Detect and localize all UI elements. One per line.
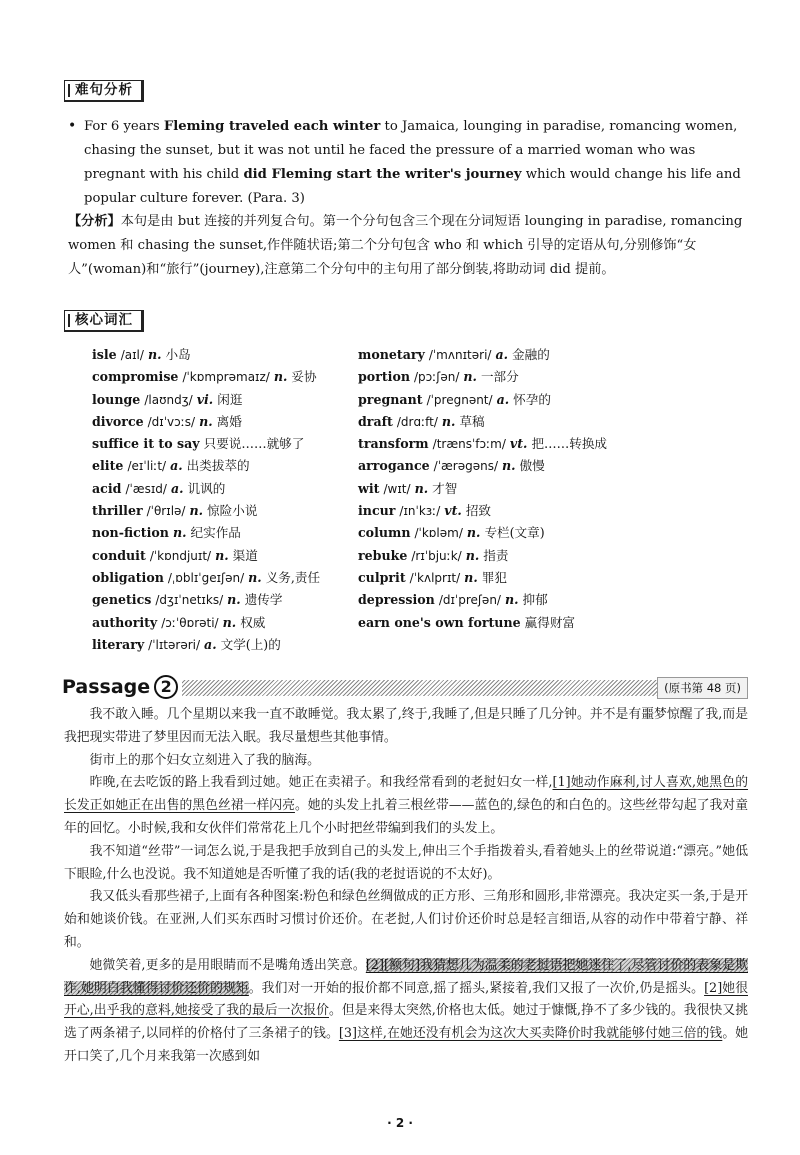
vocab-term: lounge [92,391,141,407]
vocab-term: wit [358,480,380,496]
vocab-term: acid [92,480,122,496]
vocab-entry [92,545,362,567]
vocab-term: culprit [358,569,406,585]
vocab-term: rebuke [358,547,408,563]
vocab-phon: /ˈθrɪlə/ [146,504,186,519]
vocab-phon: /wɪt/ [383,481,411,496]
vocab-term: suffice it to say [92,436,200,452]
paragraph: 我不敢入睡。几个星期以来我一直不敢睡觉。我太累了,终于,我睡了,但是只睡了几分钟。并不是有噩梦惊醒了我,而是我把现实带进了梦里因而无法入眠。我尽量想些其他事情。 [64,707,748,745]
page-reference: (原书第 48 页) [657,677,748,699]
vocab-entry [358,389,748,411]
vocab-phon: /ˈkɒmprəmaɪz/ [182,370,270,385]
vocab-pos: n. [222,614,237,630]
vocab-pos: a. [496,391,510,407]
hatch-rule [180,680,740,696]
vocab-pos: a. [495,347,509,362]
vocab-entry [358,589,748,611]
vocab-pos: n. [189,503,204,519]
vocab-term: genetics [92,592,152,608]
vocab-meaning: 小岛 [165,347,191,362]
vocab-meaning: 渠道 [232,547,258,563]
vocab-meaning: 讥讽的 [187,480,226,496]
vocab-meaning: 指责 [483,547,509,563]
vocab-entry [358,500,748,522]
vocab-pos: n. [248,569,262,585]
vocab-pos: n. [465,547,480,563]
vocab-pos: n. [414,480,429,496]
page-number: · 2 · [387,1116,413,1130]
vocab-term: depression [358,592,435,608]
text-run: 。我们对一开始的报价都不同意,摇了摇头,紧接着,我们又报了一次价,仍是摇头。 [248,980,705,996]
vocab-meaning: 离婚 [216,413,242,429]
vocab-entry [92,634,362,656]
text-run: 。但是来得太突然,价格也太低。她过于慷慨,挣不了多少钱的。我很快又挑选了两条裙子,以同样的价格付了三条裙子的钱。 [64,1003,749,1042]
section-core-vocab: 核心词汇 [64,310,144,332]
vocab-meaning: 妥协 [291,369,317,385]
text-run: 。她的头发上扎着三根丝带——蓝色的,绿色的和白色的。这些丝带勾起了我对童年的回忆。小时候,我和女伙伴们常常花上几个小时把丝带编到我们的头发上。 [64,798,748,836]
text-run: 昨晚,在去吃饭的路上我看到过她。她正在卖裙子。和我经常看到的老挝妇女一样, [89,775,553,791]
vocab-term: elite [92,458,124,474]
underlined-sentence: [3]这样,在她还没有机会为这次大买卖降价时我就能够付她三倍的钱 [338,1026,723,1042]
sentence-text: which would change his life and popular culture forever. (Para. 3) [84,167,741,206]
vocab-pos: n. [441,413,456,429]
vocab-entry [92,433,362,455]
vocab-term: non-fiction [92,525,169,541]
vocab-pos: n. [227,592,241,608]
vocab-phon: /eɪˈliːt/ [127,459,167,474]
vocab-entry [92,567,362,589]
passage-header [62,674,748,700]
vocab-phon: /rɪˈbjuːk/ [411,548,462,563]
vocab-entry [92,344,362,366]
vocab-phon: /dʒɪˈnetɪks/ [155,593,224,608]
vocab-term: arrogance [358,458,430,474]
vocab-pos: n. [273,369,288,385]
vocab-phon: /ˈkɒləm/ [414,526,463,541]
vocab-pos: vi. [196,391,214,407]
vocab-pos: vt. [509,436,528,452]
vocab-entry [358,433,748,455]
vocab-meaning: 专栏(文章) [484,525,545,541]
vocab-meaning: 把……转换成 [531,436,607,452]
shaded-key-sentence: [2][额句]我猜想几为温柔的老挝语把她迷住了,尽管讨价的表象是欺诈,她明白我懂得讨价还价的规矩 [64,957,748,996]
vocab-meaning: 抑郁 [522,592,548,608]
vocab-pos: n. [502,458,516,474]
underlined-sentence: [2]她很开心,出乎我的意料,她接受了我的最后一次报价 [64,980,748,1019]
vocab-entry [92,612,362,634]
vocab-entry [358,612,748,634]
paragraph: 我又低头看那些裙子,上面有各种图案:粉色和绿色丝绸做成的正方形、三角形和圆形,非常漂亮。我决定买一条,于是开始和她谈价钱。在亚洲,人们买东西时习惯讨价还价。在老挝,人们讨价还价时总是轻言细语,从容的动作中带着宁静、祥和。 [64,889,748,950]
analysis-text: 本句是由 but 连接的并列复合句。第一个分句包含三个现在分词短语 lounging in paradise, romancing women 和 chasing the sunset,作伴随状语;第二个分句包含 who 和 which 引导的定语从句,分别修饰“女人”(woman)和“旅行”(journey),注意第二个分句中的主句用了部分倒装,将助动词 did 提前。 [68,214,743,277]
vocab-meaning: 惊险小说 [207,503,258,519]
vocab-phon: /laʊndʒ/ [144,392,193,407]
vocab-meaning: 文学(上)的 [220,636,281,652]
passage-label: Passage [62,676,151,698]
vocab-entry [92,478,362,500]
vocab-term: conduit [92,547,146,563]
vocab-entry [358,411,748,433]
analysis-label: 【分析】 [68,214,121,229]
vocab-phon: /ˈlɪtərəri/ [148,637,201,652]
vocab-meaning: 出类拔萃的 [186,458,250,474]
vocab-term: transform [358,436,429,452]
vocab-pos: a. [170,480,184,496]
vocab-meaning: 纪实作品 [190,525,241,541]
sentence-text: For 6 years [84,119,164,134]
vocab-phon: /ˌɒblɪˈgeɪʃən/ [167,570,245,585]
vocab-term: thriller [92,503,143,519]
analysis-paragraph [68,210,748,282]
vocab-meaning: 招致 [465,503,491,519]
vocab-phon: /dɪˈpreʃən/ [438,593,501,608]
vocab-term: obligation [92,569,164,585]
paragraph [64,772,748,840]
section-difficult-sentence: 难句分析 [64,80,144,102]
vocab-phon: /ˈpregnənt/ [426,392,493,407]
vocab-term: pregnant [358,391,423,407]
vocab-phon: /aɪl/ [120,348,144,362]
vocab-meaning: 草稿 [459,413,485,429]
sentence-bold: did Fleming start the writer's journey [243,167,522,182]
text-run: 她微笑着,更多的是用眼睛而不是嘴角透出笑意。 [89,957,366,973]
passage-title [62,674,182,700]
vocab-phon: /ɔːˈθɒrəti/ [161,615,219,630]
vocab-meaning: 闲逛 [217,391,243,407]
underlined-sentence: [1]她动作麻利,讨人喜欢,她黑色的长发正如她正在出售的黑色丝裙一样闪亮 [64,775,749,814]
bullet: • [68,118,77,134]
text-run: 。她开口笑了,几个月来我第一次感到如 [64,1026,749,1064]
vocab-phon: /trænsˈfɔːm/ [432,437,506,452]
vocab-pos: n. [147,347,162,362]
vocab-term: authority [92,614,158,630]
vocab-pos: n. [504,592,519,608]
vocab-phon: /ˈærəgəns/ [433,459,498,474]
vocab-pos: vt. [444,503,462,519]
vocab-phon: /pɔːʃən/ [414,370,460,385]
paragraph: 我不知道“丝带”一词怎么说,于是我把手放到自己的头发上,伸出三个手指拨着头,看着她头上的丝带说道:“漂亮。”她低下眼睑,什么也没说。我不知道她是否听懂了我的话(我的老挝语说的不太好)。 [64,843,748,882]
vocab-term: incur [358,503,396,519]
vocab-term: compromise [92,369,179,385]
vocab-meaning: 傲慢 [519,458,545,474]
vocab-entry [92,389,362,411]
paragraph: 街市上的那个妇女立刻进入了我的脑海。 [89,752,320,768]
passage-number-badge: 2 [154,675,178,699]
vocab-entry [358,478,748,500]
vocab-meaning: 遗传学 [244,592,283,608]
vocab-pos: a. [170,458,183,474]
vocab-entry [92,522,362,544]
vocab-meaning: 怀孕的 [513,391,551,407]
vocab-term: portion [358,369,410,385]
vocab-entry [92,411,362,433]
vocab-entry [358,455,748,477]
vocab-phon: /ˈkʌlprɪt/ [409,570,461,585]
vocab-entry [358,522,748,544]
vocab-meaning: 罪犯 [481,569,507,585]
vocab-entry [358,545,748,567]
vocab-phon: /ˈmʌnɪtəri/ [428,348,492,362]
vocab-phon: /dɪˈvɔːs/ [147,414,196,429]
vocab-list-left [92,344,362,656]
vocab-pos: a. [204,636,217,652]
vocab-term: earn one's own fortune [358,614,521,630]
vocab-meaning: 一部分 [480,369,519,385]
vocab-term: divorce [92,413,144,429]
vocab-entry [92,589,362,611]
vocab-pos: n. [464,569,478,585]
vocab-pos: n. [215,547,229,563]
vocab-phon: /ɪnˈkɜː/ [399,504,441,519]
vocab-pos: n. [172,525,187,541]
vocab-meaning: 赢得财富 [524,614,576,630]
sentence-text: to Jamaica, lounging in paradise, romancing women, chasing the sunset, but it was not until he faced the pressure of a married woman who was pregnant with his child [84,119,738,182]
sentence-bold: Fleming traveled each winter [163,119,381,134]
passage-body [64,704,748,1069]
difficult-sentence [68,114,748,211]
vocab-pos: n. [463,369,477,385]
vocab-phon: /drɑːft/ [396,414,438,429]
paragraph [64,955,748,1069]
vocab-entry [92,366,362,388]
vocab-term: literary [92,636,145,652]
vocab-list-right [358,344,748,634]
vocab-entry [92,500,362,522]
vocab-entry [358,344,748,366]
vocab-phon: /ˈæsɪd/ [125,481,167,496]
vocab-phon: /ˈkɒndjuɪt/ [149,548,212,563]
vocab-term: column [358,525,411,541]
vocab-term: monetary [358,347,425,362]
vocab-entry [92,455,362,477]
vocab-pos: n. [199,413,213,429]
vocab-entry [358,366,748,388]
vocab-meaning: 义务,责任 [265,569,321,585]
vocab-meaning: 只要说……就够了 [203,436,305,452]
vocab-term: draft [358,413,393,429]
vocab-entry [358,567,748,589]
vocab-term: isle [92,347,117,362]
vocab-pos: n. [466,525,481,541]
vocab-meaning: 金融的 [512,347,550,362]
vocab-meaning: 才智 [432,480,458,496]
vocab-meaning: 权威 [240,614,266,630]
